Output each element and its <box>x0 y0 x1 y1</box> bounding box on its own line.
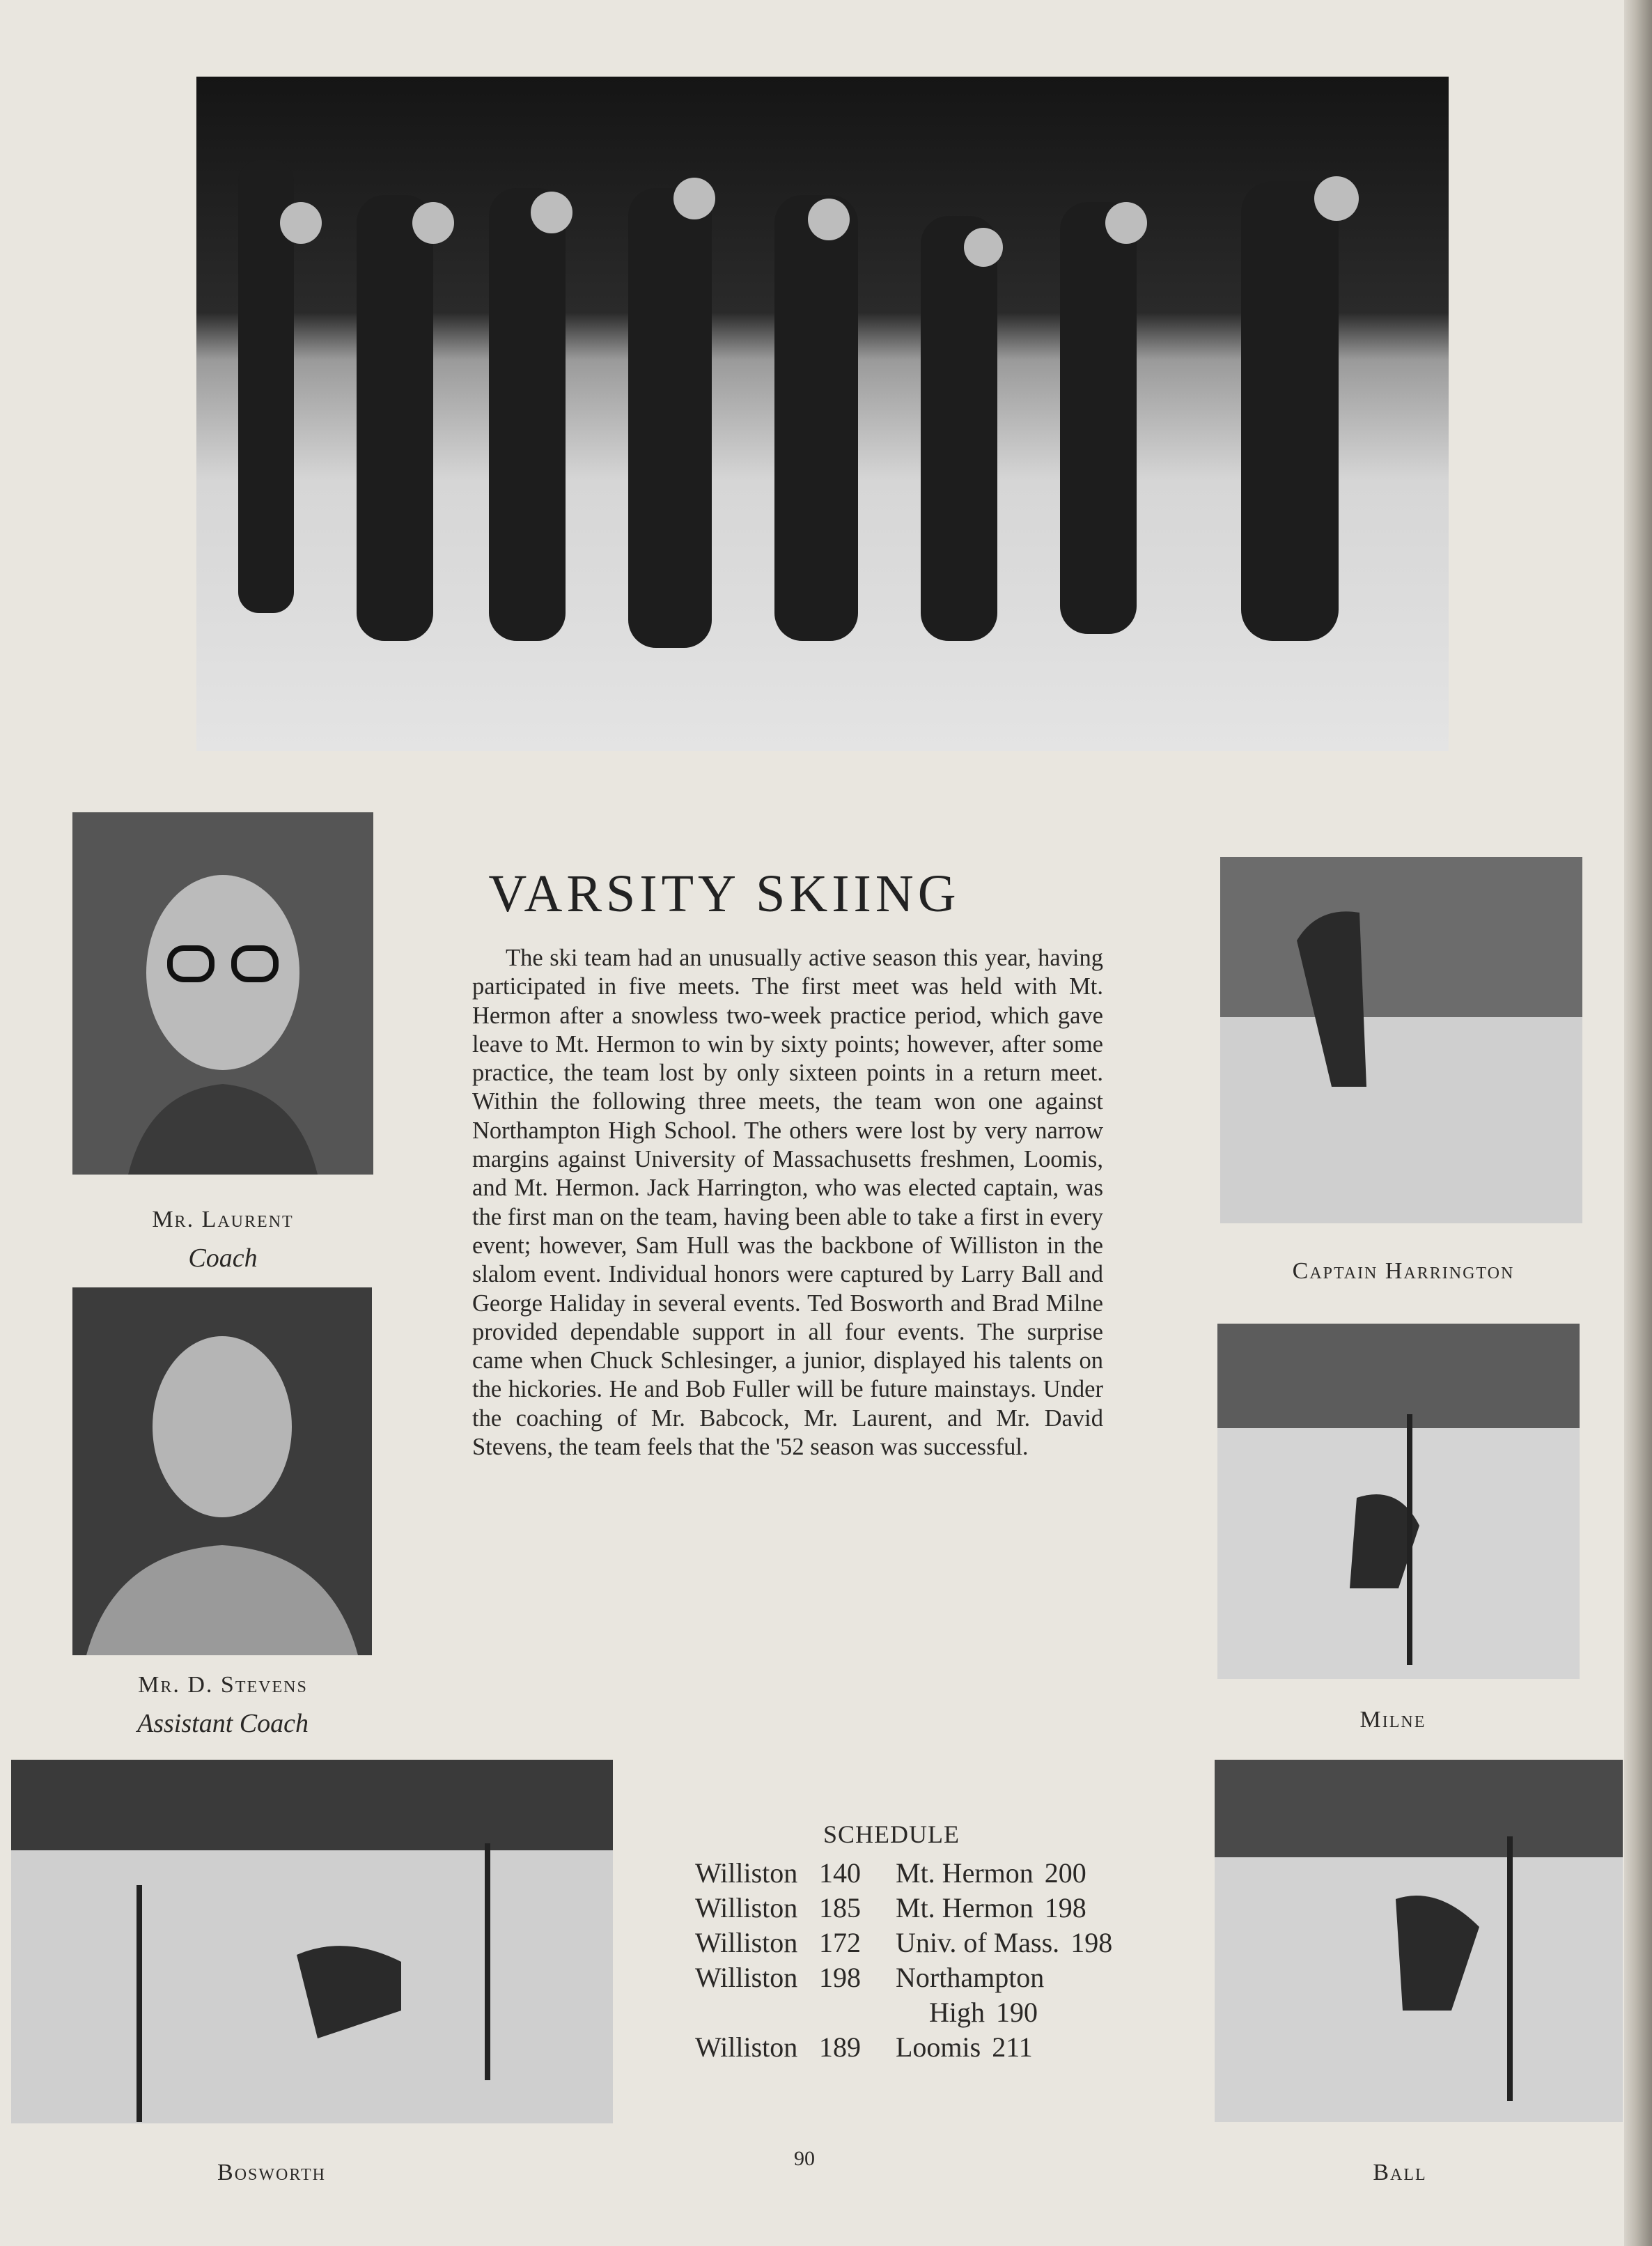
schedule-opponent-name: Loomis <box>896 2031 981 2063</box>
schedule-team: Williston <box>695 1962 798 1993</box>
schedule-team: Williston <box>695 1892 798 1923</box>
harrington-caption: Captain Harrington <box>1292 1258 1515 1284</box>
schedule-team: Williston <box>695 2031 798 2063</box>
team-group-photo <box>196 77 1449 751</box>
bosworth-photo <box>11 1760 613 2123</box>
milne-caption: Milne <box>1359 1707 1426 1733</box>
ball-caption: Ball <box>1373 2160 1427 2185</box>
stevens-role-caption: Assistant Coach <box>137 1709 309 1738</box>
page-edge-shadow <box>1624 0 1652 2246</box>
schedule-opponent-score: 190 <box>996 1997 1038 2028</box>
schedule-opponent-score: 198 <box>1070 1927 1113 1958</box>
schedule-row <box>695 1891 1141 1926</box>
schedule-team <box>695 1995 819 2030</box>
schedule-row <box>695 2030 1141 2065</box>
schedule-score <box>819 1995 896 2030</box>
schedule-score: 172 <box>819 1927 861 1958</box>
schedule-team: Williston <box>695 1927 798 1958</box>
schedule-score: 140 <box>819 1857 861 1889</box>
schedule-score: 185 <box>819 1892 861 1923</box>
ball-photo <box>1215 1760 1623 2122</box>
schedule-row <box>695 1995 1141 2030</box>
stevens-portrait <box>72 1287 372 1655</box>
stevens-name-caption: Mr. D. Stevens <box>138 1672 308 1698</box>
schedule-heading: SCHEDULE <box>823 1820 960 1848</box>
schedule-opponent-name: Mt. Hermon <box>896 1892 1034 1923</box>
schedule-opponent-name: Univ. of Mass. <box>896 1927 1060 1958</box>
milne-photo <box>1217 1324 1580 1679</box>
schedule-opponent-score: 200 <box>1044 1857 1086 1889</box>
page-number: 90 <box>794 2147 815 2170</box>
schedule-opponent-name: Mt. Hermon <box>896 1857 1034 1889</box>
schedule-opponent-name: Northampton <box>896 1962 1045 1993</box>
laurent-name-caption: Mr. Laurent <box>152 1207 294 1232</box>
schedule-opponent <box>896 1926 1141 1960</box>
harrington-photo <box>1220 857 1582 1223</box>
schedule-team: Williston <box>695 1857 798 1889</box>
schedule-opponent-score: 198 <box>1044 1892 1086 1923</box>
schedule-row <box>695 1926 1141 1960</box>
schedule-opponent <box>896 1960 1141 1995</box>
article-body: The ski team had an unusually active season this year, having participated in five meets. The first meet was held with Mt. Hermon after a snowless two-week practice period, which gave leave to Mt. Hermon to win by sixty points; however, after some practice, the team lost by only sixteen points in a return meet. Within the following three meets, the team won one against Northampton High School. The others were lost by very narrow margins against University of Massachusetts freshmen, Loomis, and Mt. Hermon. Jack Harrington, who was elected captain, was the first man on the team, having been able to take a first in every event; however, Sam Hull was the backbone of Williston in the slalom event. Individual honors were captured by Larry Ball and George Haliday in several events. Ted Bosworth and Brad Milne provided dependable support in all four events. The surprise came when Chuck Schlesinger, a junior, displayed his talents on the hickories. He and Bob Fuller will be future mainstays. Under the coaching of Mr. Babcock, Mr. Laurent, and Mr. David Stevens, the team feels that the '52 season was successful. <box>472 945 1103 1461</box>
schedule-opponent <box>896 2030 1141 2065</box>
page-title: VARSITY SKIING <box>488 865 960 923</box>
bosworth-caption: Bosworth <box>217 2160 326 2185</box>
schedule-score: 198 <box>819 1962 861 1993</box>
schedule-opponent <box>896 1856 1141 1891</box>
laurent-role-caption: Coach <box>188 1244 258 1273</box>
schedule-score: 189 <box>819 2031 861 2063</box>
schedule-row <box>695 1960 1141 1995</box>
laurent-portrait <box>72 812 373 1175</box>
schedule-opponent-score: 211 <box>992 2031 1033 2063</box>
schedule-opponent <box>896 1891 1141 1926</box>
schedule-opponent-name: High <box>929 1997 985 2028</box>
schedule-row <box>695 1856 1141 1891</box>
schedule-table <box>695 1856 1141 2065</box>
schedule-opponent <box>896 1995 1141 2030</box>
